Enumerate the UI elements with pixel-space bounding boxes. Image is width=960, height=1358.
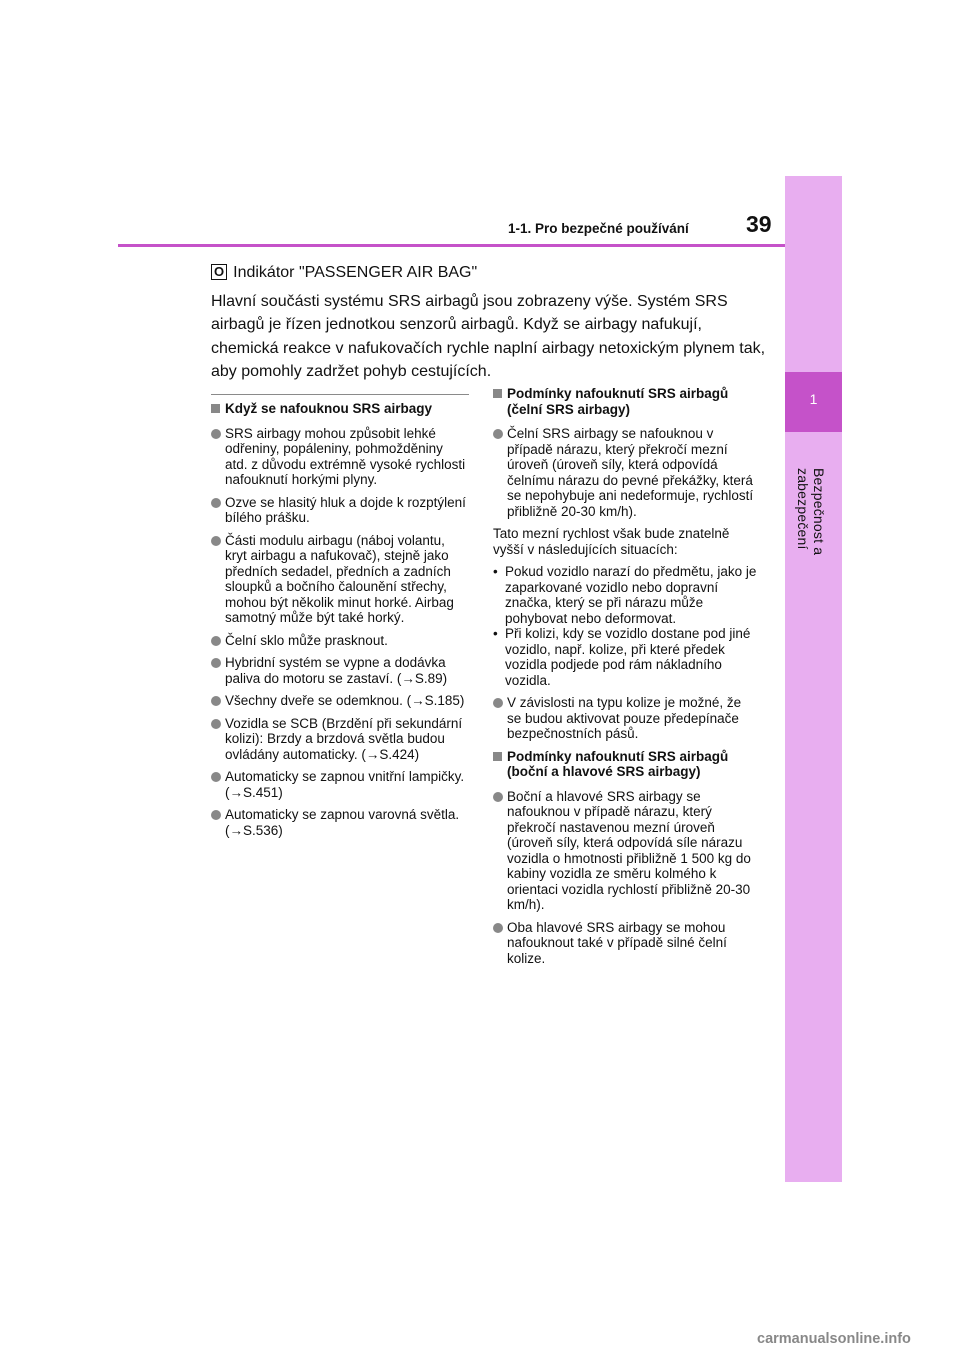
list-item: Oba hlavové SRS airbagy se mohou nafouknout také v případě silné čelní kolize.: [493, 920, 758, 967]
list-item: Automaticky se zapnou vnitřní lampičky. (→S.451): [211, 769, 469, 800]
bullet-icon: [493, 698, 503, 708]
bullet-icon: [211, 498, 221, 508]
bullet-icon: [211, 536, 221, 546]
section-heading: Podmínky nafouknutí SRS airbagů (čelní SRS airbagy): [493, 386, 758, 417]
bullet-icon: [211, 772, 221, 782]
list-item: Čelní SRS airbagy se nafouknou v případě nárazu, který překročí mezní úroveň (úroveň síly, která odpovídá čelnímu nárazu do pevné překážky, která se nepohybuje ani nedeformuje, rychlostí přibližně 20-30 km/h).: [493, 426, 758, 519]
bullet-icon: [211, 636, 221, 646]
list-item: Hybridní systém se vypne a dodávka paliva do motoru se zastaví. (→S.89): [211, 655, 469, 686]
page-number: 39: [746, 211, 772, 237]
list-item: SRS airbagy mohou způsobit lehké odřeniny, popáleniny, pohmožděniny atd. z důvodu extrémně vysoké rychlosti nafouknutí horkými plyny.: [211, 426, 469, 488]
list-item: Části modulu airbagu (náboj volantu, kryt airbagu a nafukovač), stejně jako předních sedadel, předních a zadních sloupků a bočního čalounění střechy, mohou být několik minut horké. Airbag samotný může být také horký.: [211, 533, 469, 626]
chapter-number: 1: [809, 391, 818, 407]
sub-list: [493, 564, 758, 688]
list-item: Všechny dveře se odemknou. (→S.185): [211, 693, 469, 709]
list-item: Čelní sklo může prasknout.: [211, 633, 469, 649]
right-column: [493, 386, 758, 973]
list-item: V závislosti na typu kolize je možné, že se budou aktivovat pouze předepínače bezpečnostních pásů.: [493, 695, 758, 742]
square-bullet-icon: [493, 389, 502, 398]
bullet-icon: [493, 792, 503, 802]
callout-text: Indikátor "PASSENGER AIR BAG": [233, 264, 478, 281]
bullet-icon: [211, 696, 221, 706]
section-title: 1-1. Pro bezpečné používání: [508, 221, 689, 236]
intro-paragraph: Hlavní součásti systému SRS airbagů jsou zobrazeny výše. Systém SRS airbagů je řízen jednotkou senzorů airbagů. Když se airbagy nafukují, chemická reakce v nafukovačích rychle naplní airbagy netoxickým plynem tak, aby pomohly zadržet pohyb cestujících.: [211, 292, 766, 380]
bullet-icon: [211, 810, 221, 820]
intro: [211, 261, 771, 384]
section-heading: Podmínky nafouknutí SRS airbagů (boční a hlavové SRS airbagy): [493, 749, 758, 780]
chapter-title: Bezpečnost a zabezpečení: [795, 468, 827, 556]
callout-letter: O: [211, 264, 227, 280]
plain-text: Tato mezní rychlost však bude znatelně vyšší v následujících situacích:: [493, 526, 730, 557]
square-bullet-icon: [211, 404, 220, 413]
bullet-icon: [211, 658, 221, 668]
watermark: carmanualsonline.info: [757, 1331, 911, 1347]
left-column: [211, 394, 469, 845]
list-item: Boční a hlavové SRS airbagy se nafouknou v případě nárazu, který překročí nastavenou mezní úroveň (úroveň síly, která odpovídá síle nárazu vozidla o hmotnosti přibližně 1 500 kg do kabiny vozidla ze směru kolmého k orientaci vozidla rychlostí přibližně 20-30 km/h).: [493, 789, 758, 913]
bullet-icon: [493, 923, 503, 933]
bullet-icon: [211, 429, 221, 439]
square-bullet-icon: [493, 752, 502, 761]
bullet-icon: [211, 719, 221, 729]
list-item: Automaticky se zapnou varovná světla. (→S.536): [211, 807, 469, 838]
bullet-icon: [493, 429, 503, 439]
side-tab: [785, 176, 842, 1182]
sub-list-item: • Při kolizi, kdy se vozidlo dostane pod jiné vozidlo, např. kolize, při které předek vozidla podjede pod rám nákladního vozidla.: [493, 626, 751, 688]
list-item: Vozidla se SCB (Brzdění při sekundární kolizi): Brzdy a brzdová světla budou ovládány automaticky. (→S.424): [211, 716, 469, 763]
sub-list-item: • Pokud vozidlo narazí do předmětu, jako je zaparkované vozidlo nebo dopravní značka, který se při nárazu může pohybovat nebo deformovat.: [493, 564, 757, 626]
header-rule: [118, 244, 785, 247]
section-heading: Když se nafouknou SRS airbagy: [211, 401, 469, 417]
list-item: Ozve se hlasitý hluk a dojde k rozptýlení bílého prášku.: [211, 495, 469, 526]
callout-line: [211, 261, 771, 285]
